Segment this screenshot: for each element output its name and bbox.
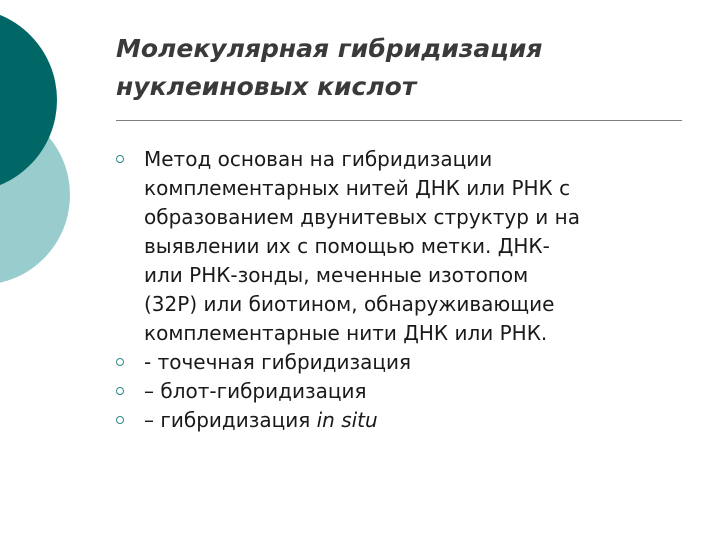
bullet-method [116, 145, 696, 348]
bullet-dot-hybridization [116, 348, 696, 377]
bullet-line: Метод основан на гибридизации [144, 147, 493, 171]
bullet-circle-icon [116, 416, 124, 424]
bullet-line: (32P) или биотином, обнаруживающие [144, 292, 555, 316]
bullet-text: - точечная гибридизация [144, 350, 412, 374]
bullet-list [116, 145, 696, 435]
slide-title [116, 30, 696, 106]
decorative-circles [0, 0, 120, 300]
bullet-text: – блот-гибридизация [144, 379, 367, 403]
bullet-circle-icon [116, 387, 124, 395]
bullet-circle-icon [116, 358, 124, 366]
bullet-circle-icon [116, 155, 124, 163]
bullet-text-prefix: – гибридизация [144, 408, 317, 432]
title-divider [116, 120, 682, 121]
bullet-line: или РНК-зонды, меченные изотопом [144, 263, 529, 287]
title-line-2: нуклеиновых кислот [116, 72, 417, 101]
bullet-text-italic: in situ [316, 408, 378, 432]
bullet-line: комплементарные нити ДНК или РНК. [144, 321, 548, 345]
bullet-line: комплементарных нитей ДНК или РНК с [144, 176, 571, 200]
bullet-blot-hybridization [116, 377, 696, 406]
bullet-text-in-situ [144, 406, 696, 435]
bullet-in-situ-hybridization [116, 406, 696, 435]
bullet-line: выявлении их с помощью метки. ДНК- [144, 234, 550, 258]
bullet-line: образованием двунитевых структур и на [144, 205, 580, 229]
title-line-1: Молекулярная гибридизация [116, 34, 543, 63]
